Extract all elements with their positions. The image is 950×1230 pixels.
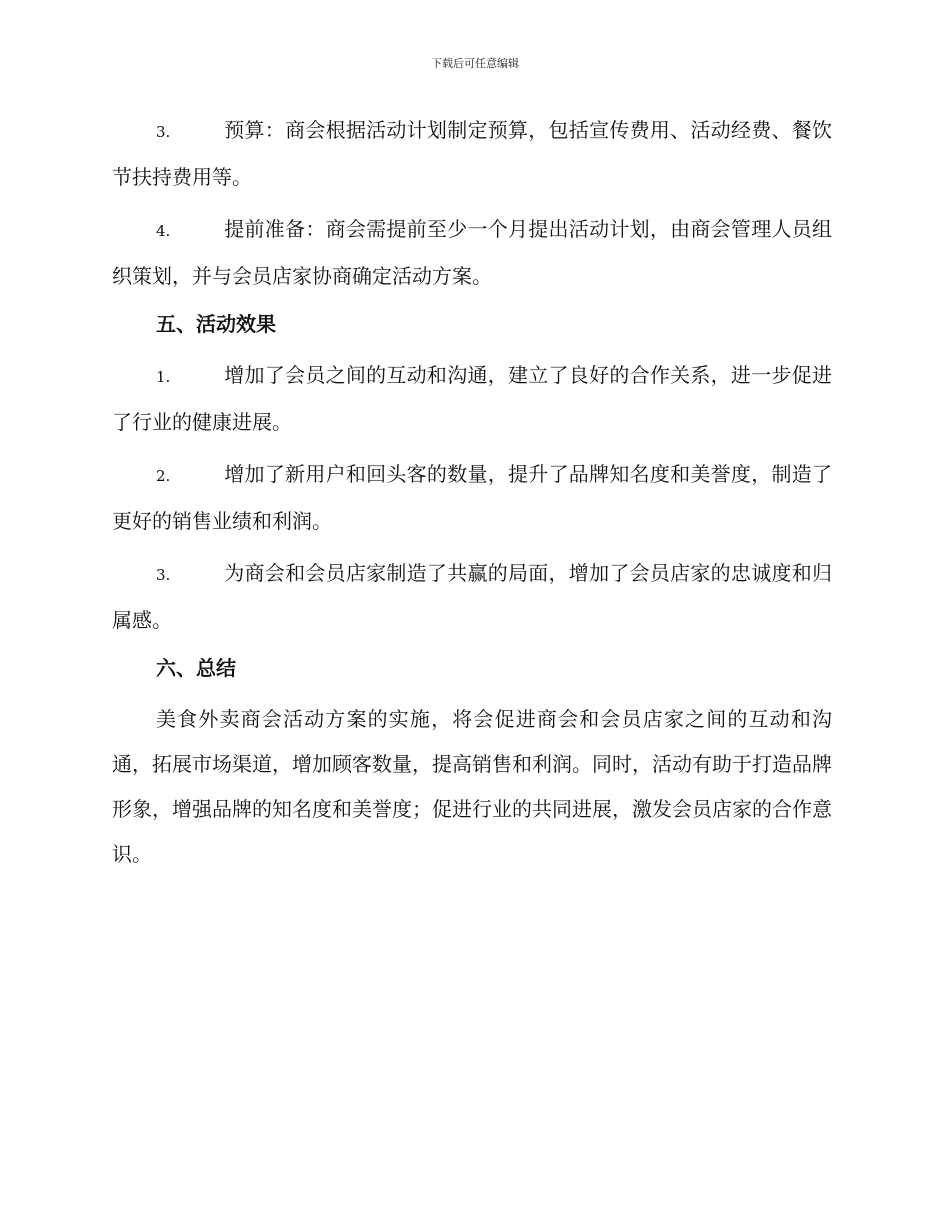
list-number: 2. [156, 467, 171, 485]
list-item-budget [112, 108, 832, 200]
list-number: 4. [156, 222, 171, 240]
document-body [112, 108, 832, 877]
page-header-note: 下载后可任意编辑 [431, 57, 519, 70]
list-item-effect-3 [112, 551, 832, 643]
list-text: 为商会和会员店家制造了共赢的局面，增加了会员店家的忠诚度和归属感。 [112, 561, 832, 632]
section-heading-effects: 五、活动效果 [156, 312, 276, 336]
list-text: 预算：商会根据活动计划制定预算，包括宣传费用、活动经费、餐饮节扶持费用等。 [112, 118, 832, 189]
list-number: 3. [156, 123, 171, 141]
list-item-effect-2 [112, 452, 832, 544]
list-item-effect-1 [112, 353, 832, 445]
section-heading-summary: 六、总结 [156, 656, 236, 680]
list-text: 提前准备：商会需提前至少一个月提出活动计划，由商会管理人员组织策划，并与会员店家协商确定活动方案。 [112, 217, 832, 288]
list-number: 1. [156, 368, 171, 386]
list-number: 3. [156, 566, 171, 584]
list-text: 增加了新用户和回头客的数量，提升了品牌知名度和美誉度，制造了更好的销售业绩和利润。 [112, 462, 832, 533]
list-item-preparation [112, 207, 832, 299]
summary-paragraph: 美食外卖商会活动方案的实施，将会促进商会和会员店家之间的互动和沟通，拓展市场渠道，增加顾客数量，提高销售和利润。同时，活动有助于打造品牌形象，增强品牌的知名度和美誉度；促进行业的共同进展，激发会员店家的合作意识。 [112, 707, 832, 866]
list-text: 增加了会员之间的互动和沟通，建立了良好的合作关系，进一步促进了行业的健康进展。 [112, 363, 832, 434]
